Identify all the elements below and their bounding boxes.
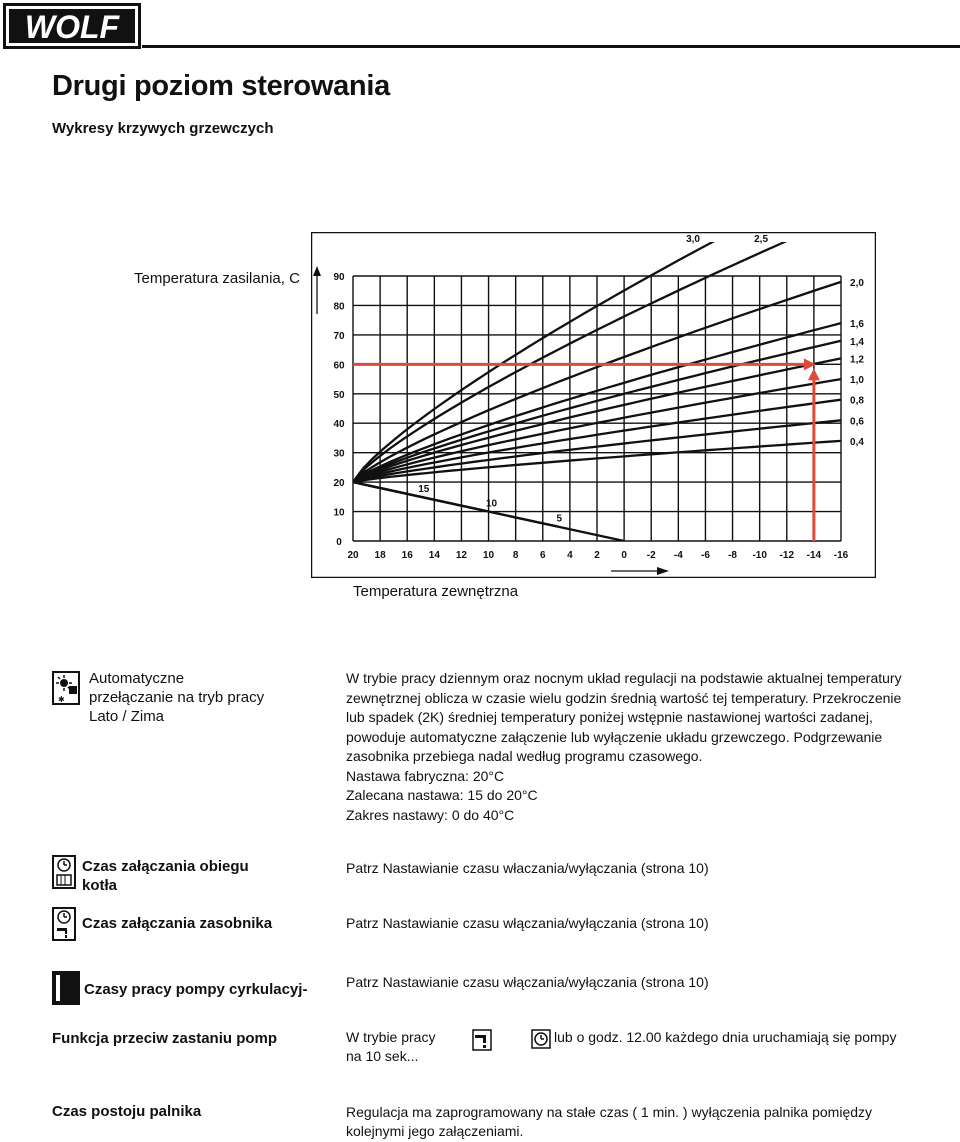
boiler-time-title [82,857,249,895]
x-axis-label: Temperatura zewnętrzna [353,583,519,600]
clock-tap-icon [52,907,76,941]
x-tick-label: -6 [700,550,710,561]
curve-label: 2,0 [850,277,864,289]
curve-label: 1,0 [850,375,864,387]
logo-text: WOLF [24,9,120,45]
tap-icon [472,1029,492,1051]
sun-snowflake-icon [52,671,80,705]
y-tick-label: 0 [336,537,342,548]
curve-label: 3,0 [686,234,701,245]
x-tick-label: -10 [752,550,767,561]
antiseize-mode-label [346,1028,456,1066]
header-rule [142,45,960,48]
y-tick-label: 30 [333,448,345,460]
recommended-setting: Zalecana nastawa: 15 do 20°C [346,787,538,803]
auto-switch-title-line: Lato / Zima [89,708,165,725]
pump-icon [52,971,80,1005]
burner-pause-line: kolejnymi jego załączeniami. [346,1123,524,1139]
burner-pause-text [346,1103,946,1141]
page-subtitle: Wykresy krzywych grzewczych [52,120,274,137]
x-tick-label: -4 [673,550,683,561]
x-tick-label: 2 [594,550,600,561]
curve-label: 0,6 [850,416,864,428]
curve-label: 1,4 [850,336,864,348]
wolf-logo [3,3,141,49]
boiler-time-title-line: kotła [82,877,118,894]
burner-pause-line: Regulacja ma zaprogramowany na stałe czas ( 1 min. ) wyłączenia palnika pomiędzy [346,1104,873,1120]
burner-pause-title: Czas postoju palnika [52,1103,202,1120]
clock-icon [531,1029,551,1049]
y-tick-label: 80 [333,301,345,313]
x-tick-label: -12 [779,550,795,561]
curve-label: 1,6 [850,319,864,331]
x-tick-label: 18 [374,550,386,561]
y-axis-label: Temperatura zasilania, C [134,270,300,287]
boiler-time-title-line: Czas załączania obiegu [82,858,249,875]
storage-time-title: Czas załączania zasobnika [82,915,273,932]
auto-switch-title-line: Automatyczne [89,670,185,687]
page-title: Drugi poziom sterowania [52,70,390,102]
setting-range: Zakres nastawy: 0 do 40°C [346,806,515,823]
x-tick-label: -2 [646,550,656,561]
pump-time-title: Czasy pracy pompy cyrkulacyj- [84,981,308,998]
clock-radiator-icon [52,855,76,889]
auto-switch-title [89,669,264,726]
x-tick-label: -8 [728,550,738,561]
low-line-label: 10 [485,498,498,510]
y-tick-label: 50 [333,389,345,401]
y-tick-label: 20 [333,478,345,490]
y-tick-label: 40 [333,419,345,431]
x-tick-label: 8 [512,550,519,561]
storage-time-text: Patrz Nastawianie czasu włączania/wyłączania (strona 10) [346,915,709,931]
x-tick-label: 4 [567,550,573,561]
description-line: zewnętrznej oblicza w czasie wielu godzin średnią wartość tej temperatury. Przekroczenie [346,689,902,706]
curve-label: 1,2 [850,354,864,366]
x-tick-label: -16 [833,550,849,561]
description-line: powoduje automatyczne załączenie lub wyłączenie układu grzewczego. Podgrzewanie [346,728,883,745]
y-tick-label: 60 [333,360,345,372]
svg-text:✱: ✱ [58,695,65,704]
x-tick-label: 20 [347,550,359,561]
curve-label: 0,4 [850,436,864,448]
x-tick-label: -14 [806,550,822,561]
curve-label: 0,8 [850,395,864,407]
antiseize-mode-line: W trybie pracy [346,1029,436,1045]
boiler-time-text: Patrz Nastawianie czasu właczania/wyłączania (strona 10) [346,860,709,876]
factory-setting: Nastawa fabryczna: 20°C [346,767,505,784]
low-line-label: 5 [556,513,563,525]
x-tick-label: 12 [455,550,468,561]
curve-label: 2,5 [754,234,769,245]
y-tick-label: 10 [333,507,345,519]
heating-curve-chart [311,232,876,578]
pump-time-text: Patrz Nastawianie czasu włączania/wyłączania (strona 10) [346,974,709,990]
antiseize-text: lub o godz. 12.00 każdego dnia uruchamiają się pompy [554,1029,897,1045]
auto-switch-description [346,669,936,825]
description-line: zasobnika przebiega nadal według programu czasowego. [346,748,703,764]
auto-switch-title-line: przełączanie na tryb pracy [89,689,265,706]
x-tick-label: 6 [539,550,546,561]
low-line-label: 15 [418,483,430,495]
x-tick-label: 16 [401,550,413,561]
x-tick-label: 0 [621,550,627,561]
x-tick-label: 14 [428,550,440,561]
y-tick-label: 90 [333,272,345,283]
antiseize-title: Funkcja przeciw zastaniu pomp [52,1030,278,1047]
x-tick-label: 10 [482,550,495,561]
antiseize-mode-line: na 10 sek... [346,1048,419,1064]
description-line: lub spadek (2K) średniej temperatury poniżej wstępnie nastawionej wartości zadanej, [346,709,873,725]
description-line: W trybie pracy dziennym oraz nocnym układ regulacji na podstawie aktualnej temperatury [346,670,902,686]
y-tick-label: 70 [333,330,345,342]
